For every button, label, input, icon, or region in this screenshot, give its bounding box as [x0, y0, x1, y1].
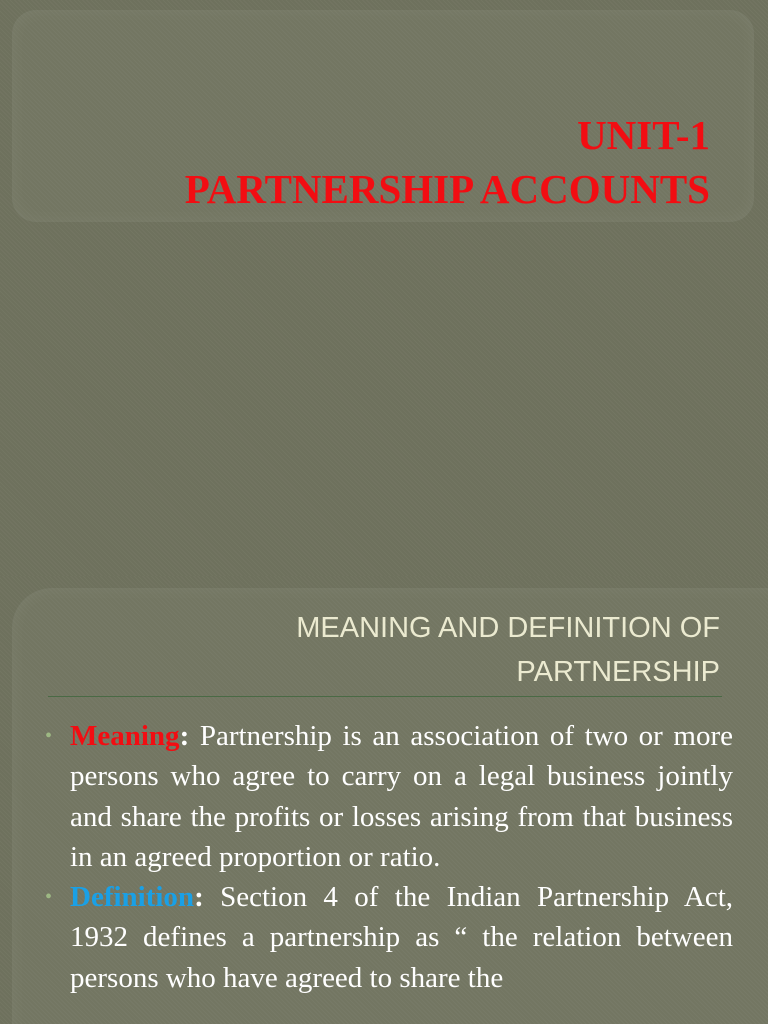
slide-meaning-definition	[0, 576, 768, 1024]
title-line-unit: UNIT-1	[577, 112, 710, 158]
term-separator: :	[194, 881, 204, 914]
heading-line-2: PARTNERSHIP	[516, 656, 720, 688]
definition-text: Section 4 of the Indian Partnership Act, 1932 defines a partnership as “ the relation between persons who have agreed to share the	[70, 881, 733, 994]
term-separator: :	[179, 720, 190, 752]
bullet-list	[45, 716, 733, 998]
meaning-text: Partnership is an association of two or more persons who agree to carry on a legal business jointly and share the profits or losses arising from that business in an agreed proportion or ratio.	[70, 720, 733, 873]
heading-divider	[48, 696, 722, 697]
bullet-item-meaning	[45, 716, 733, 877]
title-line-topic: PARTNERSHIP ACCOUNTS	[184, 166, 710, 212]
heading-line-1: MEANING AND DEFINITION OF	[296, 612, 720, 644]
bullet-marker-icon: •	[45, 725, 53, 747]
bullet-marker-icon: •	[45, 886, 53, 909]
term-meaning: Meaning	[70, 720, 180, 752]
slide-title-heading	[185, 108, 710, 216]
section-heading	[100, 606, 720, 694]
bullet-item-definition	[45, 877, 733, 998]
term-definition: Definition	[70, 881, 195, 914]
